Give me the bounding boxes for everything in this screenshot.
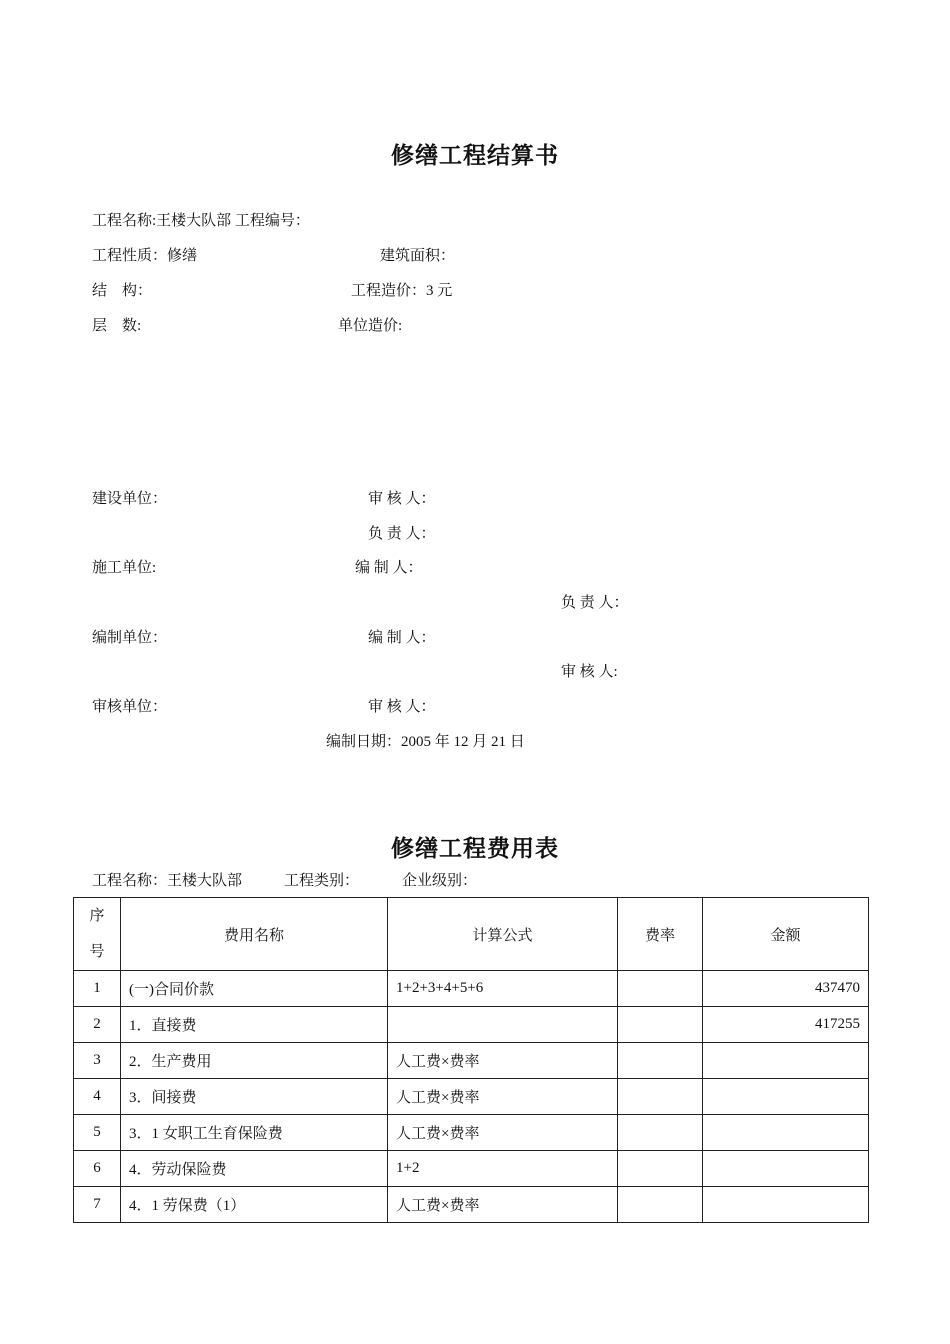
fee-project-category: 工程类别： [284,873,360,889]
cell-name: 1．直接费 [121,1007,388,1043]
table-row [74,1043,869,1079]
cell-rate [618,971,703,1007]
cell-amount: 417255 [703,1007,869,1043]
prepare-unit: 编制单位： [92,630,168,646]
fee-project-name: 工程名称：王楼大队部 [92,873,243,889]
header-formula: 计算公式 [388,898,618,971]
cell-name: 3．间接费 [121,1079,388,1115]
prepare-preparer: 编 制 人： [368,630,436,646]
cell-amount [703,1043,869,1079]
audit-unit: 审核单位： [92,699,168,715]
unit-cost: 单位造价: [338,318,403,334]
cell-no: 6 [74,1151,121,1187]
header-name: 费用名称 [121,898,388,971]
project-nature: 工程性质：修缮 [92,248,198,264]
cell-amount [703,1079,869,1115]
cell-name: (一)合同价款 [121,971,388,1007]
cell-formula: 人工费×费率 [388,1187,618,1223]
cell-no: 5 [74,1115,121,1151]
construct-preparer: 编 制 人： [355,560,423,576]
table-row [74,1187,869,1223]
cell-amount [703,1151,869,1187]
build-unit: 建设单位： [92,491,168,507]
cell-name: 2．生产费用 [121,1043,388,1079]
cell-name: 3．1 女职工生育保险费 [121,1115,388,1151]
header-rate: 费率 [618,898,703,971]
cell-formula: 人工费×费率 [388,1043,618,1079]
project-cost: 工程造价：3 元 [351,283,453,299]
prepare-reviewer: 审 核 人: [561,664,618,680]
table-row [74,1151,869,1187]
cell-no: 1 [74,971,121,1007]
cell-amount: 437470 [703,971,869,1007]
cell-formula: 人工费×费率 [388,1115,618,1151]
table-row [74,1079,869,1115]
cell-no: 3 [74,1043,121,1079]
table-row [74,1115,869,1151]
cell-rate [618,1043,703,1079]
construct-unit: 施工单位: [92,560,157,576]
cell-name: 4．1 劳保费（1） [121,1187,388,1223]
build-leader: 负 责 人： [368,526,436,542]
fee-table [73,897,869,1223]
cell-rate [618,1151,703,1187]
table-header-row [74,898,869,971]
table-row [74,971,869,1007]
cell-no: 7 [74,1187,121,1223]
header-amount: 金额 [703,898,869,971]
construct-leader: 负 责 人： [561,595,629,611]
header-no [74,898,121,971]
cell-formula: 人工费×费率 [388,1079,618,1115]
structure: 结 构： [92,283,153,299]
cell-amount [703,1115,869,1151]
cell-formula: 1+2+3+4+5+6 [388,971,618,1007]
header-no-bottom: 号 [89,944,105,960]
cell-formula [388,1007,618,1043]
cell-rate [618,1079,703,1115]
cell-name: 4．劳动保险费 [121,1151,388,1187]
cell-no: 4 [74,1079,121,1115]
table-row [74,1007,869,1043]
cell-no: 2 [74,1007,121,1043]
cell-rate [618,1007,703,1043]
cell-formula: 1+2 [388,1151,618,1187]
audit-reviewer: 审 核 人： [368,699,436,715]
cell-amount [703,1187,869,1223]
header-no-top: 序 [89,908,105,924]
fee-table-title: 修缮工程费用表 [391,836,559,862]
cell-rate [618,1187,703,1223]
build-reviewer: 审 核 人： [368,491,436,507]
building-area: 建筑面积： [380,248,456,264]
fee-enterprise-level: 企业级别： [402,873,478,889]
cover-title: 修缮工程结算书 [391,143,559,169]
cell-rate [618,1115,703,1151]
project-name-line: 工程名称:王楼大队部 工程编号： [92,213,310,229]
prepared-date: 编制日期：2005 年 12 月 21 日 [326,734,525,750]
floors: 层 数: [92,318,142,334]
